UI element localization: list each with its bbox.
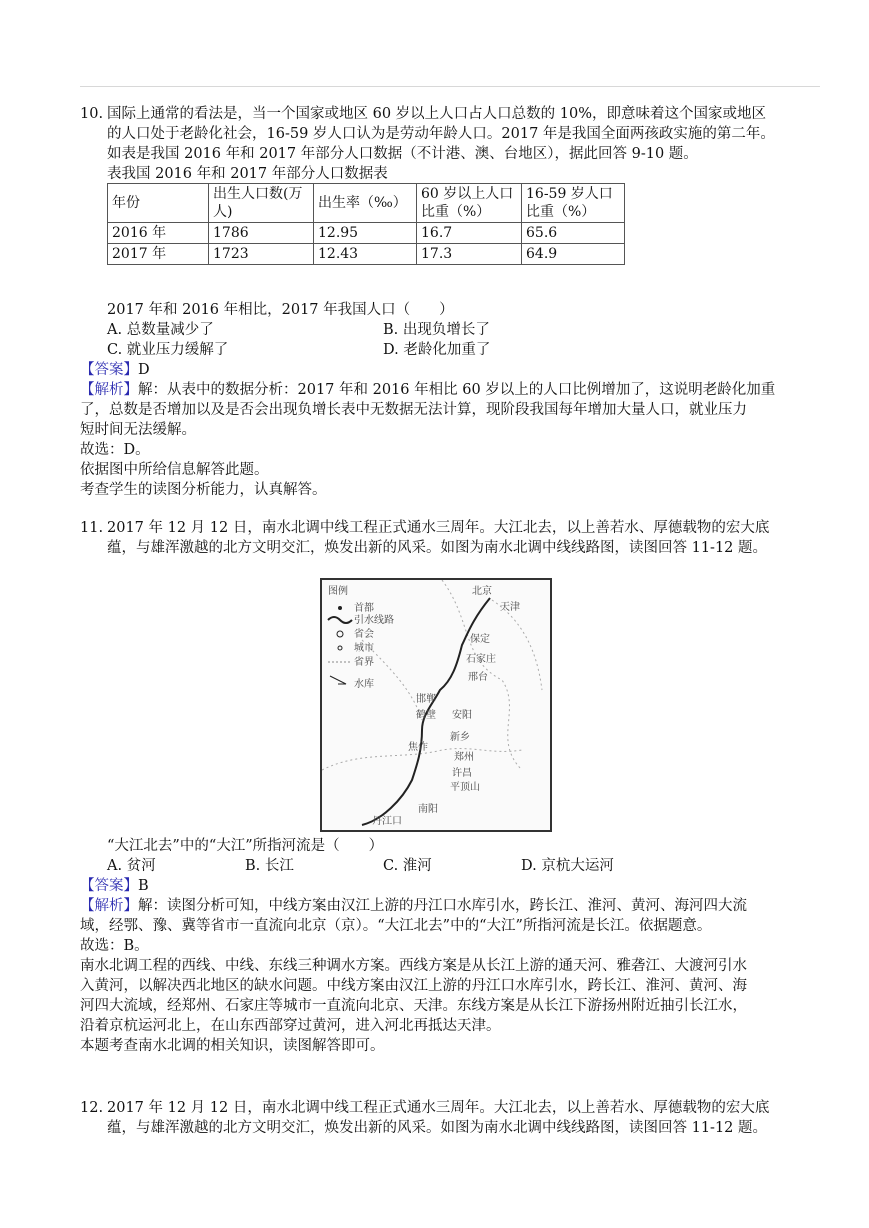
analysis-line: 故选：B。 [80, 938, 149, 954]
analysis-line: 短时间无法缓解。 [80, 422, 196, 438]
analysis-line: 入黄河，以解决西北地区的缺水问题。中线方案由汉江上游的丹江口水库引水，跨长江、淮河、黄河、海 [80, 978, 747, 994]
city-label: 邢台 [468, 672, 488, 683]
answer-label: 【答案】 [80, 878, 138, 894]
table-header-cell: 60 岁以上人口比重（%） [417, 184, 522, 223]
analysis-line: 故选：D。 [80, 442, 150, 458]
option-b: B. 长江 [245, 858, 294, 874]
city-label: 鹤壁 [416, 710, 436, 721]
stem-line: 的人口处于老龄化社会，16-59 岁人口认为是劳动年龄人口。2017 年是我国全面两孩政实施的第二年。 [107, 126, 775, 142]
answer-value: B [138, 878, 149, 894]
city-label: 天津 [500, 602, 520, 613]
table-row [108, 244, 625, 265]
option-a: A. 贫河 [107, 858, 156, 874]
table-cell: 1786 [209, 223, 314, 244]
option-b: B. 出现负增长了 [383, 322, 490, 338]
table-header-cell: 年份 [108, 184, 209, 223]
table-cell: 12.43 [314, 244, 417, 265]
legend-item: 省界 [354, 657, 374, 668]
map-cities [372, 584, 520, 827]
city-label: 许昌 [452, 768, 472, 779]
map-legend [328, 584, 394, 690]
stem-line: 2017 年 12 月 12 日，南水北调中线工程正式通水三周年。大江北去，以上善若水、厚德载物的宏大底 [107, 1100, 770, 1116]
question-prompt: “大江北去”中的“大江”所指河流是（ ） [107, 838, 384, 854]
answer-line [80, 876, 800, 896]
analysis-line: 考查学生的读图分析能力，认真解答。 [80, 482, 327, 498]
table-cell: 16.7 [417, 223, 522, 244]
analysis-line: 了，总数是否增加以及是否会出现负增长表中无数据无法计算，现阶段我国每年增加大量人口，就业压力 [80, 402, 747, 418]
city-label: 郑州 [454, 752, 474, 763]
stem-line: 2017 年 12 月 12 日，南水北调中线工程正式通水三周年。大江北去，以上善若水、厚德载物的宏大底 [107, 520, 770, 536]
analysis-label: 【解析】 [80, 382, 138, 398]
legend-item: 引水线路 [354, 615, 394, 626]
table-caption: 表我国 2016 年和 2017 年部分人口数据表 [107, 166, 388, 182]
option-d: D. 京杭大运河 [521, 858, 614, 874]
analysis-label: 【解析】 [80, 898, 138, 914]
route-map [320, 578, 552, 832]
city-label: 丹江口 [372, 816, 402, 827]
city-label: 平顶山 [450, 782, 480, 793]
stem-line: 如表是我国 2016 年和 2017 年部分人口数据（不计港、澳、台地区），据此回答 9-10 题。 [107, 146, 698, 162]
answer-label: 【答案】 [80, 362, 138, 378]
table-cell: 65.6 [522, 223, 625, 244]
table-cell: 64.9 [522, 244, 625, 265]
table-cell: 12.95 [314, 223, 417, 244]
table-cell: 2016 年 [108, 223, 209, 244]
analysis-line: 【解析】解：从表中的数据分析：2017 年和 2016 年相比 60 岁以上的人口比例增加了，这说明老龄化加重 [80, 382, 776, 398]
table-header-cell: 出生率（‰） [314, 184, 417, 223]
answer-value: D [138, 362, 150, 378]
city-label: 北京 [472, 586, 492, 597]
analysis-line: 【解析】解：读图分析可知，中线方案由汉江上游的丹江口水库引水，跨长江、淮河、黄河、海河四大流 [80, 898, 747, 914]
option-c: C. 就业压力缓解了 [107, 342, 229, 358]
question-12 [80, 1098, 800, 1138]
answer-line [80, 360, 800, 380]
analysis-line: 河四大流域，经郑州、石家庄等城市一直流向北京、天津。东线方案是从长江下游扬州附近抽引长江水， [80, 998, 747, 1014]
table-cell: 17.3 [417, 244, 522, 265]
question-11-continued [80, 836, 800, 1056]
options-row [107, 340, 800, 360]
analysis-line: 依据图中所给信息解答此题。 [80, 462, 269, 478]
legend-item: 省会 [354, 629, 374, 640]
city-label: 新乡 [450, 732, 470, 743]
legend-item: 首都 [354, 603, 374, 614]
option-c: C. 淮河 [383, 858, 432, 874]
question-10 [80, 104, 800, 184]
question-11 [80, 518, 800, 558]
analysis-line: 本题考查南水北调的相关知识，读图解答即可。 [80, 1038, 385, 1054]
analysis-line: 沿着京杭运河北上，在山东西部穿过黄河，进入河北再抵达天津。 [80, 1018, 501, 1034]
question-number: 11. [80, 520, 104, 536]
legend-item: 水库 [354, 679, 374, 690]
stem-line: 蕴，与雄浑激越的北方文明交汇，焕发出新的风采。如图为南水北调中线线路图，读图回答 11-12 题。 [107, 1120, 768, 1136]
header-rule [80, 86, 820, 87]
table-header-cell: 出生人口数(万人) [209, 184, 314, 223]
table-cell: 2017 年 [108, 244, 209, 265]
route-map-drawing [322, 580, 550, 830]
question-prompt: 2017 年和 2016 年相比，2017 年我国人口（ ） [107, 302, 454, 318]
city-label: 安阳 [452, 710, 472, 721]
stem-line: 国际上通常的看法是，当一个国家或地区 60 岁以上人口占人口总数的 10%，即意味着这个国家或地区 [107, 106, 767, 122]
table-row [108, 223, 625, 244]
table-cell: 1723 [209, 244, 314, 265]
question-number: 10. [80, 106, 104, 122]
legend-item: 城市 [354, 643, 374, 654]
city-label: 保定 [470, 634, 490, 645]
analysis-line: 域，经鄂、豫、冀等省市一直流向北京（京）。“大江北去”中的“大江”所指河流是长江。依据题意。 [80, 918, 712, 934]
options-row [107, 856, 800, 876]
population-table [107, 183, 625, 265]
table-header-cell: 16-59 岁人口比重（%） [522, 184, 625, 223]
table-header-row [108, 184, 625, 223]
analysis-line: 南水北调工程的西线、中线、东线三种调水方案。西线方案是从长江上游的通天河、雅砻江、大渡河引水 [80, 958, 747, 974]
city-label: 邯郸 [416, 694, 436, 705]
question-number: 12. [80, 1100, 104, 1116]
city-label: 焦作 [408, 742, 428, 753]
options-row [107, 320, 800, 340]
option-d: D. 老龄化加重了 [383, 342, 491, 358]
question-10-continued [80, 300, 800, 500]
stem-line: 蕴，与雄浑激越的北方文明交汇，焕发出新的风采。如图为南水北调中线线路图，读图回答 11-12 题。 [107, 540, 768, 556]
city-label: 南阳 [418, 804, 438, 815]
legend-title: 图例 [328, 586, 348, 597]
option-a: A. 总数量减少了 [107, 322, 214, 338]
city-label: 石家庄 [466, 654, 496, 665]
